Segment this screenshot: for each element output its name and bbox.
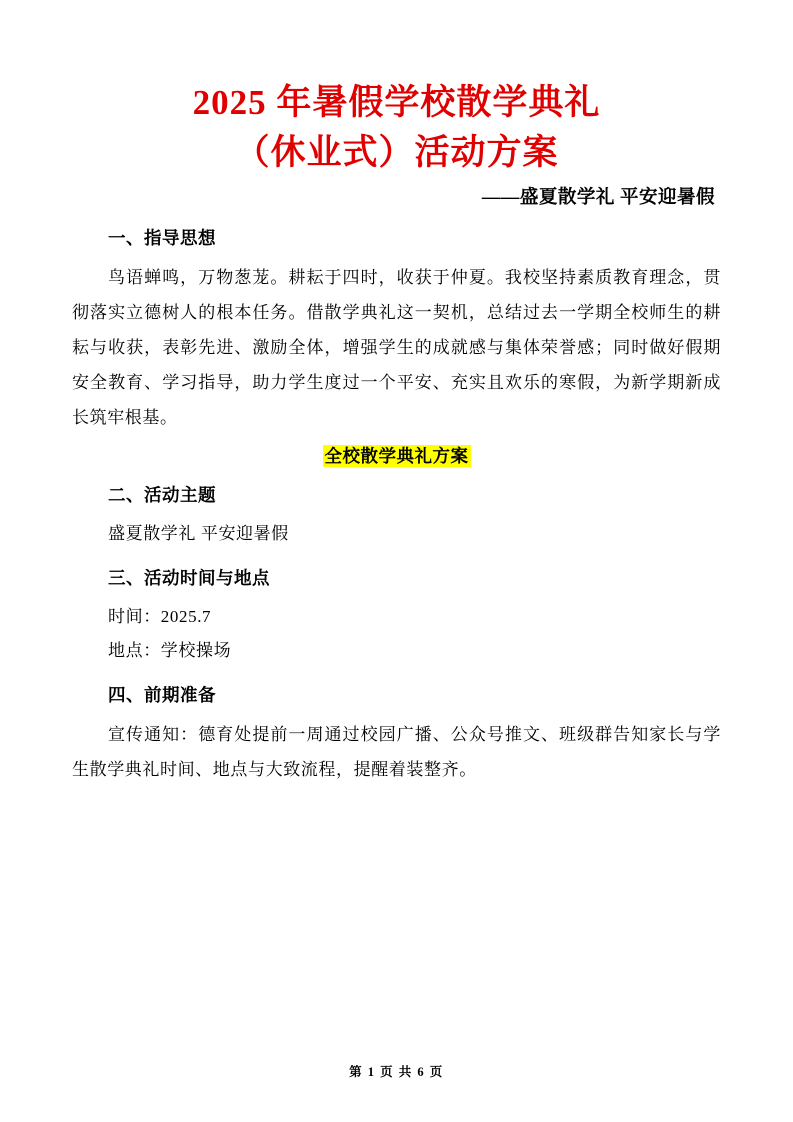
- section-paragraph-3-2: 地点：学校操场: [108, 641, 232, 661]
- page-title-line-2: （休业式）活动方案: [234, 132, 559, 172]
- section-heading-4: 四、前期准备: [108, 685, 216, 706]
- page-subtitle: ——盛夏散学礼 平安迎暑假: [481, 188, 715, 209]
- page-title-line-1: 2025 年暑假学校散学典礼: [192, 83, 601, 122]
- page-footer: 第 1 页 共 6 页: [349, 1065, 444, 1079]
- section-paragraph-3-1: 时间：2025.7: [108, 607, 212, 627]
- highlight-banner: 全校散学典礼方案: [324, 446, 469, 467]
- section-paragraph-4-1: 宣传通知：德育处提前一周通过校园广播、公众号推文、班级群告知家长与学生散学典礼时间、地点与大致流程，提醒着装整齐。: [72, 725, 721, 780]
- highlight-banner-row: [72, 443, 721, 468]
- section-paragraph-2-1: 盛夏散学礼 平安迎暑假: [108, 524, 289, 544]
- section-paragraph-1-1: 鸟语蝉鸣，万物葱茏。耕耘于四时，收获于仲夏。我校坚持素质教育理念，贯彻落实立德树人的根本任务。借散学典礼这一契机，总结过去一学期全校师生的耕耘与收获，表彰先进、激励全体，增强学生的成就感与集体荣誉感；同时做好假期安全教育、学习指导，助力学生度过一个平安、充实且欢乐的寒假，为新学期新成长筑牢根基。: [72, 268, 721, 428]
- section-heading-2: 二、活动主题: [108, 485, 216, 506]
- section-heading-1: 一、指导思想: [108, 228, 216, 249]
- section-heading-3: 三、活动时间与地点: [108, 568, 270, 589]
- page-title: [72, 78, 721, 177]
